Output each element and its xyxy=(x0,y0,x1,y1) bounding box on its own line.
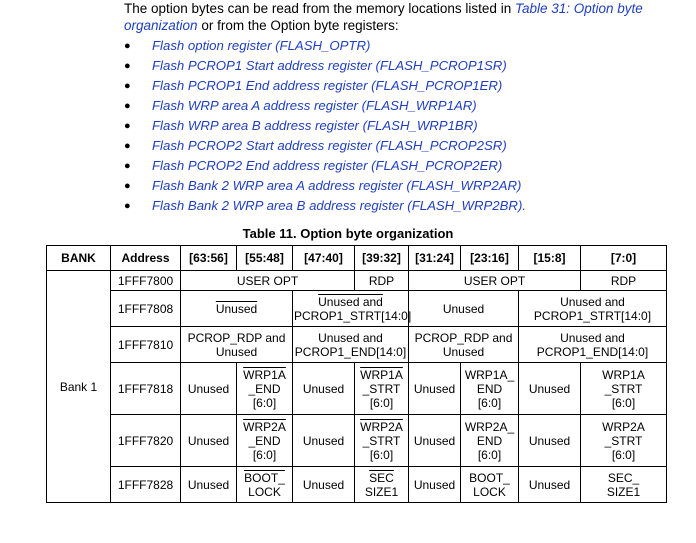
cell-text: PCROP1_STRT[14:0] xyxy=(294,308,412,323)
register-list-item[interactable] xyxy=(124,116,526,136)
address-cell: 1FFF7818 xyxy=(111,363,181,415)
cell-text: _END xyxy=(248,433,281,448)
cell-text: END xyxy=(476,381,503,396)
column-header: [31:24] xyxy=(409,246,461,271)
table-cell: Unused xyxy=(409,467,461,503)
table-cell xyxy=(293,327,409,363)
table-cell xyxy=(519,291,667,327)
register-link[interactable]: Flash PCROP2 Start address register (FLASH_PCROP2SR) xyxy=(152,138,507,153)
table-cell: Unused xyxy=(409,291,519,327)
cell-text: _STRT xyxy=(604,381,643,396)
table-cell xyxy=(237,467,293,503)
intro-text-before: The option bytes can be read from the memory locations listed in xyxy=(124,1,515,16)
table-cell: USER OPT xyxy=(181,271,355,291)
cell-text: Unused and xyxy=(560,330,625,345)
table-cell xyxy=(461,467,519,503)
bullet-icon: ● xyxy=(124,120,131,132)
register-list-item[interactable] xyxy=(124,196,526,216)
table-cell: Unused xyxy=(181,467,237,503)
register-list-item[interactable] xyxy=(124,96,526,116)
column-header: [47:40] xyxy=(293,246,355,271)
register-list-item[interactable] xyxy=(124,136,526,156)
cell-text: WRP1A xyxy=(602,367,645,382)
address-cell: 1FFF7808 xyxy=(111,291,181,327)
cell-text: SEC_ xyxy=(607,470,640,485)
table-cell: Unused xyxy=(519,363,581,415)
cell-text: [6:0] xyxy=(611,447,636,462)
cell-text: [6:0] xyxy=(611,395,636,410)
cell-text: WRP1A xyxy=(243,367,286,382)
cell-text: [6:0] xyxy=(369,395,394,410)
cell-text: Unused xyxy=(215,344,258,359)
table-cell: Unused xyxy=(409,363,461,415)
table-cell xyxy=(355,363,409,415)
column-header: Address xyxy=(111,246,181,271)
table-31-link[interactable]: Table 31: Option byte xyxy=(514,1,643,16)
cell-text: LOCK xyxy=(473,484,506,499)
address-cell: 1FFF7820 xyxy=(111,415,181,467)
cell-text: _STRT xyxy=(362,381,401,396)
register-link[interactable]: Flash PCROP2 End address register (FLASH_PCROP2ER) xyxy=(152,158,503,173)
table-row xyxy=(47,415,667,467)
table-cell xyxy=(237,363,293,415)
cell-text: [6:0] xyxy=(252,395,277,410)
bank-cell: Bank 1 xyxy=(47,271,111,503)
table-header-row xyxy=(47,246,667,271)
table-cell xyxy=(409,327,519,363)
register-list-item[interactable] xyxy=(124,76,526,96)
cell-text: BOOT_ xyxy=(469,470,510,485)
table-cell xyxy=(293,291,412,327)
register-link[interactable]: Flash PCROP1 Start address register (FLASH_PCROP1SR) xyxy=(152,58,507,73)
table-cell xyxy=(355,415,409,467)
option-byte-table xyxy=(46,245,667,503)
cell-text: SIZE1 xyxy=(606,484,641,499)
register-list-item[interactable] xyxy=(124,156,526,176)
cell-text: WRP1A_ xyxy=(464,367,515,382)
table-caption: Table 11. Option byte organization xyxy=(242,226,454,241)
table-cell: Unused xyxy=(293,467,355,503)
cell-text: WRP2A xyxy=(602,419,645,434)
bullet-icon: ● xyxy=(124,40,131,52)
cell-text: $\overline{SEC}$ xyxy=(369,470,394,485)
bullet-icon: ● xyxy=(124,200,131,212)
cell-text: BOOT_ xyxy=(244,470,285,485)
bullet-icon: ● xyxy=(124,80,131,92)
register-link[interactable]: Flash WRP area B address register (FLASH_WRP1BR) xyxy=(152,118,478,133)
column-header: [7:0] xyxy=(581,246,667,271)
table-31-link-continued[interactable]: organization xyxy=(124,18,198,33)
table-cell: USER OPT xyxy=(409,271,581,291)
register-link[interactable]: Flash WRP area A address register (FLASH_WRP1AR) xyxy=(152,98,477,113)
cell-text: END xyxy=(476,433,503,448)
cell-text: _STRT xyxy=(604,433,643,448)
bullet-icon: ● xyxy=(124,100,131,112)
cell-text: WRP2A_ xyxy=(464,419,515,434)
cell-text: PCROP1_END[14:0] xyxy=(294,344,407,359)
table-cell: Unused xyxy=(181,415,237,467)
cell-text: Unused and xyxy=(318,294,383,309)
table-cell: Unused xyxy=(409,415,461,467)
cell-text: WRP2A xyxy=(243,419,286,434)
cell-text: SIZE1 xyxy=(364,484,399,499)
column-header: [23:16] xyxy=(461,246,519,271)
cell-text: Unused and xyxy=(560,294,625,309)
cell-text: PCROP_RDP and xyxy=(414,330,513,345)
cell-text: PCROP1_END[14:0] xyxy=(536,344,649,359)
cell-text: PCROP1_STRT[14:0] xyxy=(533,308,652,323)
register-link[interactable]: Flash PCROP1 End address register (FLASH_PCROP1ER) xyxy=(152,78,503,93)
cell-text: _END xyxy=(248,381,281,396)
bullet-icon: ● xyxy=(124,140,131,152)
bullet-icon: ● xyxy=(124,180,131,192)
table-cell xyxy=(581,415,667,467)
table-cell: RDP xyxy=(355,271,409,291)
cell-text: WRP1A xyxy=(360,367,403,382)
table-row xyxy=(47,271,667,291)
table-cell xyxy=(181,291,293,327)
table-cell: Unused xyxy=(293,415,355,467)
register-link[interactable]: Flash option register (FLASH_OPTR) xyxy=(152,38,371,53)
table-row xyxy=(47,291,667,327)
cell-text: LOCK xyxy=(248,484,281,499)
table-cell: Unused xyxy=(519,467,581,503)
address-cell: 1FFF7800 xyxy=(111,271,181,291)
table-row xyxy=(47,467,667,503)
table-row xyxy=(47,363,667,415)
cell-text: Unused xyxy=(442,344,485,359)
column-header: [55:48] xyxy=(237,246,293,271)
bullet-icon: ● xyxy=(124,160,131,172)
table-cell: Unused xyxy=(519,415,581,467)
register-list-item[interactable] xyxy=(124,36,526,56)
register-list-item[interactable] xyxy=(124,176,526,196)
column-header: [39:32] xyxy=(355,246,409,271)
cell-text: [6:0] xyxy=(369,447,394,462)
register-link[interactable]: Flash Bank 2 WRP area B address register (FLASH_WRP2BR). xyxy=(152,198,527,213)
table-cell: RDP xyxy=(581,271,667,291)
register-list xyxy=(124,36,526,216)
table-cell xyxy=(519,327,667,363)
intro-text-after: or from the Option byte registers: xyxy=(197,18,399,33)
table-cell xyxy=(181,327,293,363)
column-header: [15:8] xyxy=(519,246,581,271)
bullet-icon: ● xyxy=(124,60,131,72)
table-row xyxy=(47,327,667,363)
register-link[interactable]: Flash Bank 2 WRP area A address register (FLASH_WRP2AR) xyxy=(152,178,522,193)
cell-text: [6:0] xyxy=(477,447,502,462)
register-list-item[interactable] xyxy=(124,56,526,76)
column-header: BANK xyxy=(47,246,111,271)
intro-paragraph xyxy=(124,0,684,34)
table-cell: Unused xyxy=(293,363,355,415)
cell-text: _STRT xyxy=(362,433,401,448)
column-header: [63:56] xyxy=(181,246,237,271)
cell-text: WRP2A xyxy=(360,419,403,434)
table-cell xyxy=(461,415,519,467)
address-cell: 1FFF7828 xyxy=(111,467,181,503)
table-cell xyxy=(581,363,667,415)
address-cell: 1FFF7810 xyxy=(111,327,181,363)
cell-text: [6:0] xyxy=(477,395,502,410)
table-cell xyxy=(581,467,667,503)
table-cell: Unused xyxy=(181,363,237,415)
cell-text: PCROP_RDP and xyxy=(187,330,286,345)
table-cell xyxy=(461,363,519,415)
cell-text: Unused xyxy=(215,301,258,316)
cell-text: Unused and xyxy=(318,330,383,345)
table-cell xyxy=(355,467,409,503)
cell-text: [6:0] xyxy=(252,447,277,462)
table-cell xyxy=(237,415,293,467)
